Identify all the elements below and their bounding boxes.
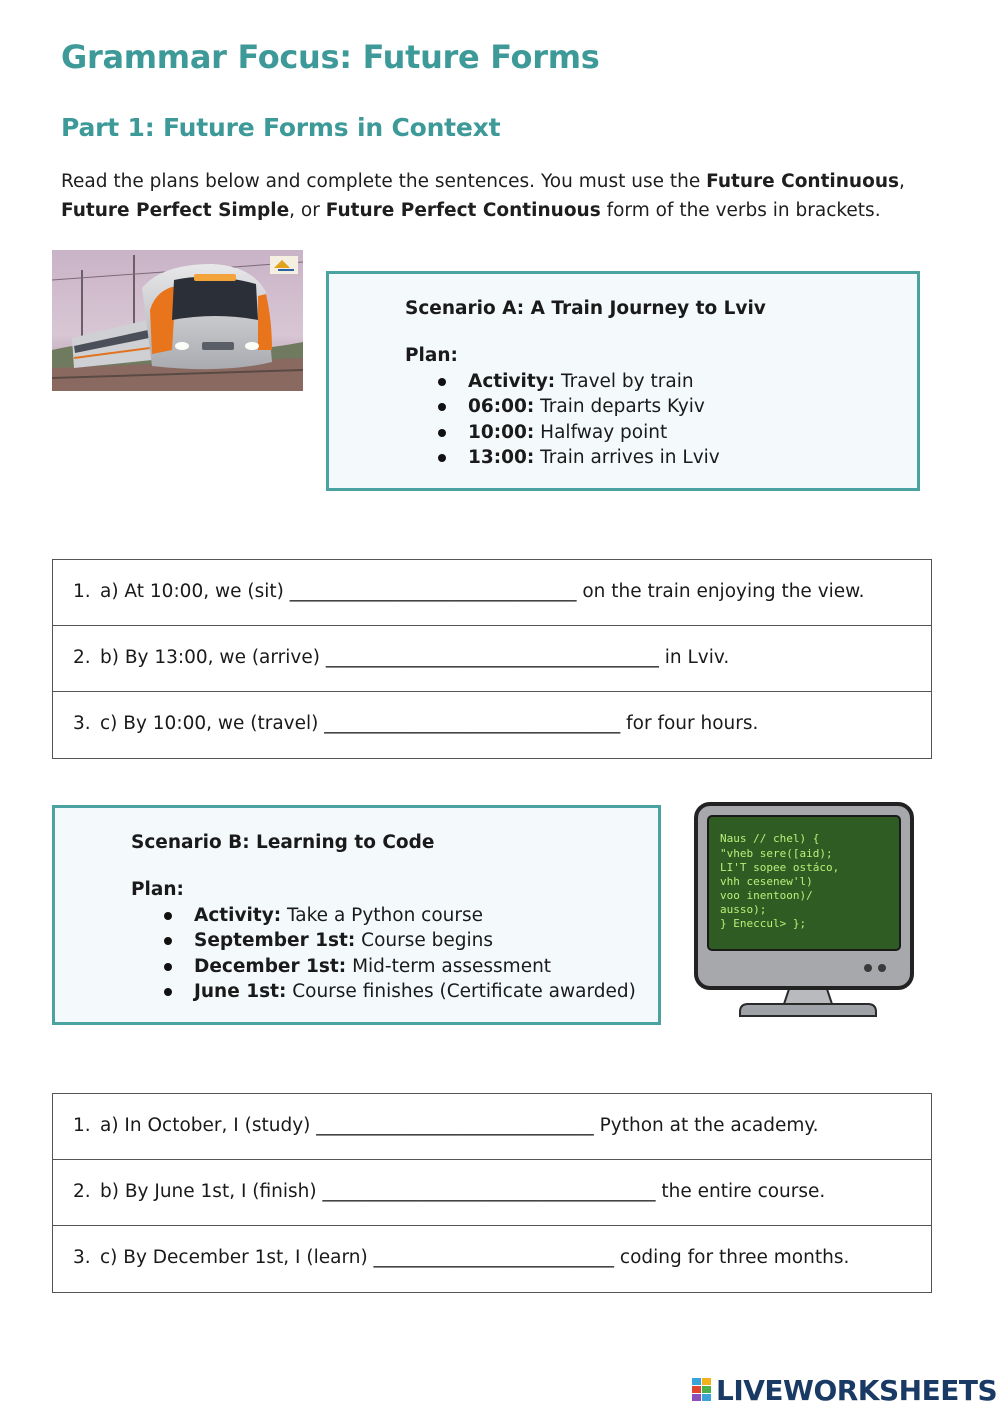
code-line: Naus // chel) { <box>720 832 820 845</box>
question-number: 2. <box>73 647 91 668</box>
scenario-b-box <box>52 805 661 1025</box>
logo-icon <box>692 1376 712 1404</box>
question-number: 3. <box>73 713 91 734</box>
plan-item: Activity: Take a Python course <box>164 903 636 928</box>
question-text: c) By December 1st, I (learn) __________________________ coding for three months. <box>100 1247 850 1268</box>
question-number: 1. <box>73 1115 91 1136</box>
questions-b-table <box>52 1093 932 1293</box>
code-line: vhh cesenew'l) <box>720 875 813 888</box>
code-line: } Eneccul> }; <box>720 917 807 930</box>
instructions: Read the plans below and complete the sentences. You must use the Future Continuous, Future Perfect Simple, or Future Perfect Continuous form of the verbs in brackets. <box>61 171 905 221</box>
question-number: 1. <box>73 581 91 602</box>
questions-a-table <box>52 559 932 759</box>
question-row[interactable] <box>53 1094 931 1160</box>
part-title: Part 1: Future Forms in Context <box>61 113 501 142</box>
question-text: c) By 10:00, we (travel) ________________________________ for four hours. <box>100 713 759 734</box>
plan-item: December 1st: Mid-term assessment <box>164 954 636 979</box>
logo-text: LIVEWORKSHEETS <box>716 1373 998 1407</box>
plan-item: 06:00: Train departs Kyiv <box>438 394 720 419</box>
question-number: 2. <box>73 1181 91 1202</box>
liveworksheets-logo[interactable] <box>692 1374 997 1406</box>
train-image <box>52 250 303 391</box>
code-line: LI'T sopee ostáco, <box>720 861 840 874</box>
question-text: a) In October, I (study) ______________________________ Python at the academy. <box>100 1115 819 1136</box>
scenario-b-title: Scenario B: Learning to Code <box>131 832 435 853</box>
code-line: voo inentoon)/ <box>720 889 813 902</box>
question-row[interactable] <box>53 692 931 758</box>
scenario-a-title: Scenario A: A Train Journey to Lviv <box>405 298 766 319</box>
question-row[interactable] <box>53 560 931 626</box>
scenario-a-plan-list <box>438 369 720 470</box>
page-title: Grammar Focus: Future Forms <box>61 38 600 76</box>
question-text: b) By June 1st, I (finish) ____________________________________ the entire course. <box>100 1181 826 1202</box>
plan-item: September 1st: Course begins <box>164 928 636 953</box>
question-row[interactable] <box>53 626 931 692</box>
scenario-a-box <box>326 271 920 491</box>
question-row[interactable] <box>53 1160 931 1226</box>
code-line: ausso); <box>720 903 767 916</box>
plan-item: 13:00: Train arrives in Lviv <box>438 445 720 470</box>
computer-monitor-image <box>686 790 930 1030</box>
plan-item: Activity: Travel by train <box>438 369 720 394</box>
question-text: b) By 13:00, we (arrive) ____________________________________ in Lviv. <box>100 647 730 668</box>
scenario-b-plan-list <box>164 903 636 1004</box>
question-text: a) At 10:00, we (sit) _______________________________ on the train enjoying the view. <box>100 581 865 602</box>
scenario-a-plan-label: Plan: <box>405 345 458 366</box>
scenario-b-plan-label: Plan: <box>131 879 184 900</box>
code-line: "vheb sere([aid); <box>720 847 833 860</box>
plan-item: June 1st: Course finishes (Certificate awarded) <box>164 979 636 1004</box>
plan-item: 10:00: Halfway point <box>438 420 720 445</box>
question-number: 3. <box>73 1247 91 1268</box>
question-row[interactable] <box>53 1226 931 1292</box>
